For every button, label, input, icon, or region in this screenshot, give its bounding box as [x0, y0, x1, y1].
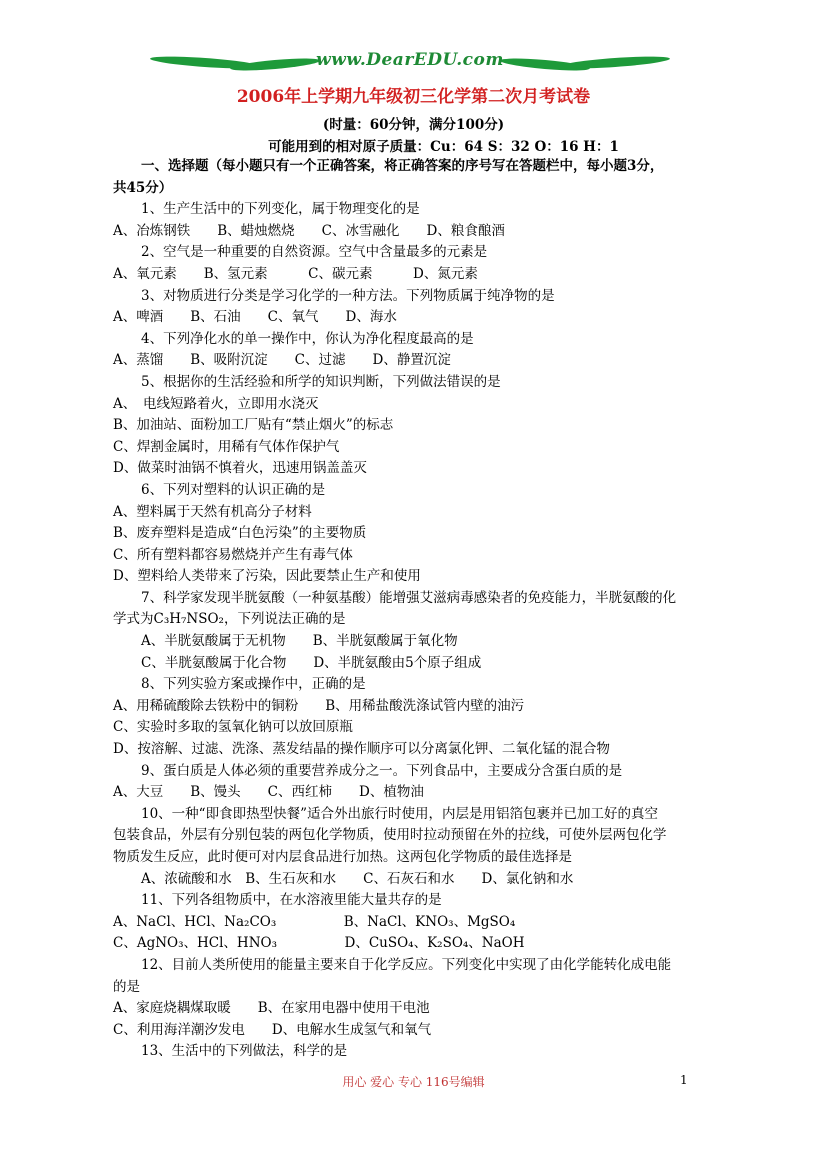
text-line: 的是: [113, 978, 140, 995]
footer-motto: 用心 爱心 专心 116号编辑: [342, 1075, 485, 1089]
text-line: 9、蛋白质是人体必须的重要营养成分之一。下列食品中，主要成分含蛋白质的是: [141, 762, 623, 779]
text-line: 共45分）: [113, 179, 173, 196]
text-line: 7、科学家发现半胱氨酸（一种氨基酸）能增强艾滋病毒感染者的免疫能力，半胱氨酸的化: [141, 589, 677, 606]
text-line: C、实验时多取的氢氧化钠可以放回原瓶: [113, 719, 353, 736]
text-line: A、用稀硫酸除去铁粉中的铜粉 B、用稀盐酸洗涤试管内壁的油污: [113, 697, 525, 714]
text-line: C、所有塑料都容易燃烧并产生有毒气体: [113, 546, 353, 563]
site-banner: [150, 50, 670, 78]
text-line: 学式为C₃H₇NSO₂，下列说法正确的是: [113, 611, 346, 628]
text-line: C、利用海洋潮汐发电 D、电解水生成氢气和氧气: [113, 1021, 432, 1038]
text-line: 1、生产生活中的下列变化，属于物理变化的是: [141, 201, 420, 218]
text-line: 包装食品，外层有分别包装的两包化学物质，使用时拉动预留在外的拉线，可使外层两包化学: [113, 827, 667, 844]
text-line: A、 电线短路着火，立即用水浇灭: [113, 395, 319, 412]
text-line: 物质发生反应，此时便可对内层食品进行加热。这两包化学物质的最佳选择是: [113, 849, 572, 865]
text-line: 12、目前人类所使用的能量主要来自于化学反应。下列变化中实现了由化学能转化成电能: [141, 956, 672, 973]
text-line: A、浓硫酸和水 B、生石灰和水 C、石灰石和水 D、氯化钠和水: [141, 870, 574, 887]
text-line: D、按溶解、过滤、洗涤、蒸发结晶的操作顺序可以分离氯化钾、二氧化锰的混合物: [113, 741, 610, 758]
text-line: A、半胱氨酸属于无机物 B、半胱氨酸属于氧化物: [141, 633, 458, 650]
text-line: A、氧元素 B、氢元素 C、碳元素 D、氮元素: [113, 265, 478, 282]
site-url: www.DearEDU.com: [316, 50, 504, 70]
text-line: 5、根据你的生活经验和所学的知识判断，下列做法错误的是: [141, 373, 501, 390]
question-body: [113, 156, 713, 1063]
text-line: 13、生活中的下列做法，科学的是: [141, 1043, 348, 1060]
text-line: 3、对物质进行分类是学习化学的一种方法。下列物质属于纯净物的是: [141, 287, 555, 304]
text-line: A、塑料属于天然有机高分子材料: [113, 503, 312, 520]
text-line: C、AgNO₃、HCl、HNO₃ D、CuSO₄、K₂SO₄、NaOH: [113, 935, 525, 952]
text-line: 10、一种“即食即热型快餐”适合外出旅行时使用，内层是用铝箔包裹并已加工好的真空: [141, 805, 658, 822]
text-line: 6、下列对塑料的认识正确的是: [141, 481, 326, 498]
text-line: 11、下列各组物质中，在水溶液里能大量共存的是: [141, 892, 442, 909]
text-line: B、废弃塑料是造成“白色污染”的主要物质: [113, 525, 367, 542]
text-line: 8、下列实验方案或操作中，正确的是: [141, 676, 366, 693]
time-info: (时量：60分钟，满分100分): [322, 117, 505, 133]
page-number: 1: [680, 1073, 688, 1087]
text-line: A、NaCl、HCl、Na₂CO₃ B、NaCl、KNO₃、MgSO₄: [113, 913, 516, 930]
text-line: 2、空气是一种重要的自然资源。空气中含量最多的元素是: [141, 244, 488, 261]
text-line: D、做菜时油锅不慎着火，迅速用锅盖盖灭: [113, 460, 367, 477]
text-line: C、半胱氨酸属于化合物 D、半胱氨酸由5个原子组成: [141, 654, 482, 671]
text-line: A、啤酒 B、石油 C、氧气 D、海水: [113, 309, 397, 326]
text-line: A、大豆 B、馒头 C、西红柿 D、植物油: [113, 784, 424, 801]
text-line: A、冶炼钢铁 B、蜡烛燃烧 C、冰雪融化 D、粮食酿酒: [113, 222, 505, 239]
text-line: C、焊割金属时，用稀有气体作保护气: [113, 438, 340, 455]
text-line: 4、下列净化水的单一操作中，你认为净化程度最高的是: [141, 330, 474, 347]
text-line: 一、选择题（每小题只有一个正确答案，将正确答案的序号写在答题栏中，每小题3分，: [141, 158, 664, 174]
text-line: A、家庭烧耦煤取暖 B、在家用电器中使用干电池: [113, 1000, 430, 1017]
atomic-mass-info: 可能用到的相对原子质量：Cu：64 S：32 O：16 H：1: [268, 139, 619, 155]
text-line: B、加油站、面粉加工厂贴有“禁止烟火”的标志: [113, 417, 394, 434]
exam-title: 2006年上学期九年级初三化学第二次月考试卷: [236, 87, 591, 107]
text-line: A、蒸馏 B、吸附沉淀 C、过滤 D、静置沉淀: [113, 352, 451, 369]
text-line: D、塑料给人类带来了污染，因此要禁止生产和使用: [113, 568, 421, 585]
